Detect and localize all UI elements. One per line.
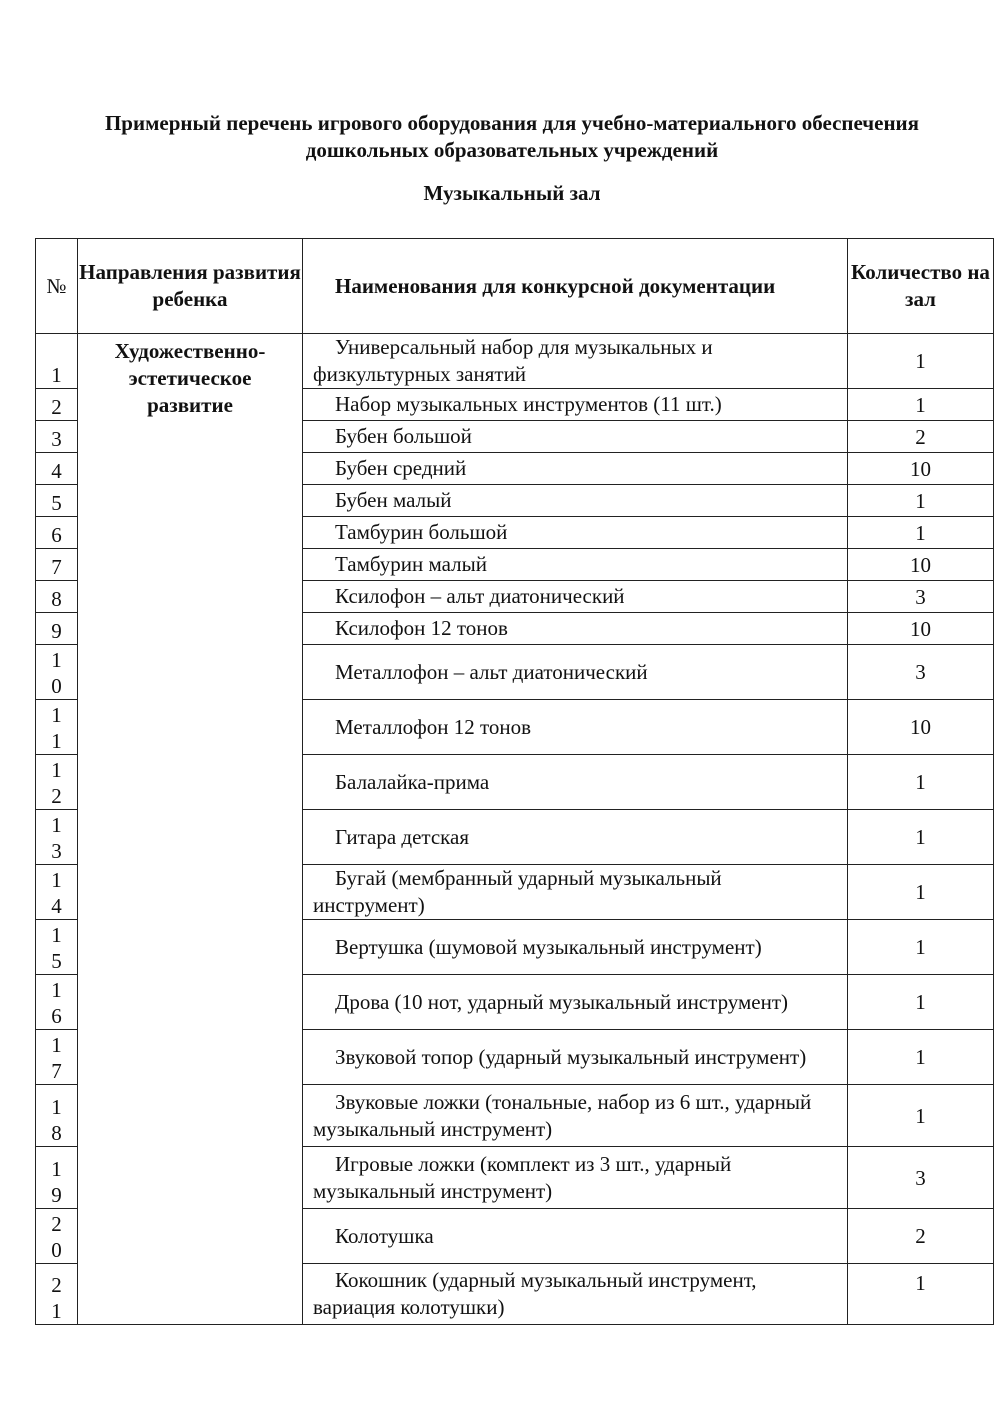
row-number: 9 [36,613,78,645]
row-number: 10 [36,645,78,700]
item-name: Бубен средний [303,453,848,485]
item-quantity: 10 [848,549,994,581]
row-number: 1 [36,334,78,389]
column-header-name: Наименования для конкурсной документации [303,239,848,334]
column-header-number: № [36,239,78,334]
item-quantity: 2 [848,421,994,453]
item-name: Бугай (мембранный ударный музыкальный инструмент) [303,865,848,920]
row-number: 21 [36,1264,78,1325]
item-name: Ксилофон 12 тонов [303,613,848,645]
item-quantity: 1 [848,755,994,810]
table-header-row [36,239,994,334]
row-number: 15 [36,920,78,975]
item-quantity: 2 [848,1209,994,1264]
item-name: Гитара детская [303,810,848,865]
column-header-direction: Направления развития ребенка [78,239,303,334]
row-number: 16 [36,975,78,1030]
item-quantity: 1 [848,389,994,421]
direction-cell: Художественно-эстетическое развитие [78,334,303,1325]
row-number: 11 [36,700,78,755]
item-quantity: 1 [848,865,994,920]
row-number: 8 [36,581,78,613]
item-quantity: 1 [848,1264,994,1325]
item-quantity: 1 [848,517,994,549]
row-number: 20 [36,1209,78,1264]
item-quantity: 1 [848,975,994,1030]
row-number: 5 [36,485,78,517]
row-number: 2 [36,389,78,421]
item-name: Универсальный набор для музыкальных и физкультурных занятий [303,334,848,389]
row-number: 3 [36,421,78,453]
item-name: Тамбурин большой [303,517,848,549]
item-name: Звуковые ложки (тональные, набор из 6 шт., ударный музыкальный инструмент) [303,1085,848,1147]
table-row [36,334,994,389]
document-title [0,110,1000,164]
row-number: 19 [36,1147,78,1209]
equipment-table [35,238,994,1325]
item-name: Вертушка (шумовой музыкальный инструмент) [303,920,848,975]
row-number: 12 [36,755,78,810]
title-line-1: Примерный перечень игрового оборудования для учебно-материального обеспечения [104,111,920,135]
item-name: Звуковой топор (ударный музыкальный инструмент) [303,1030,848,1085]
item-quantity: 3 [848,1147,994,1209]
item-name: Балалайка-прима [303,755,848,810]
item-name: Бубен большой [303,421,848,453]
item-quantity: 10 [848,700,994,755]
item-name: Колотушка [303,1209,848,1264]
item-name: Дрова (10 нот, ударный музыкальный инструмент) [303,975,848,1030]
row-number: 17 [36,1030,78,1085]
item-name: Металлофон 12 тонов [303,700,848,755]
column-header-quantity: Количество на зал [848,239,994,334]
item-quantity: 1 [848,1085,994,1147]
item-name: Металлофон – альт диатонический [303,645,848,700]
row-number: 18 [36,1085,78,1147]
row-number: 4 [36,453,78,485]
item-quantity: 1 [848,810,994,865]
item-name: Тамбурин малый [303,549,848,581]
item-name: Кокошник (ударный музыкальный инструмент, вариация колотушки) [303,1264,848,1325]
item-quantity: 1 [848,1030,994,1085]
item-quantity: 3 [848,581,994,613]
row-number: 6 [36,517,78,549]
item-quantity: 1 [848,334,994,389]
item-name: Бубен малый [303,485,848,517]
item-quantity: 10 [848,453,994,485]
item-quantity: 1 [848,920,994,975]
row-number: 13 [36,810,78,865]
item-name: Набор музыкальных инструментов (11 шт.) [303,389,848,421]
row-number: 7 [36,549,78,581]
item-quantity: 1 [848,485,994,517]
section-subtitle: Музыкальный зал [423,181,601,205]
item-name: Игровые ложки (комплект из 3 шт., ударный музыкальный инструмент) [303,1147,848,1209]
item-name: Ксилофон – альт диатонический [303,581,848,613]
item-quantity: 10 [848,613,994,645]
title-line-2: дошкольных образовательных учреждений [305,138,719,162]
item-quantity: 3 [848,645,994,700]
row-number: 14 [36,865,78,920]
